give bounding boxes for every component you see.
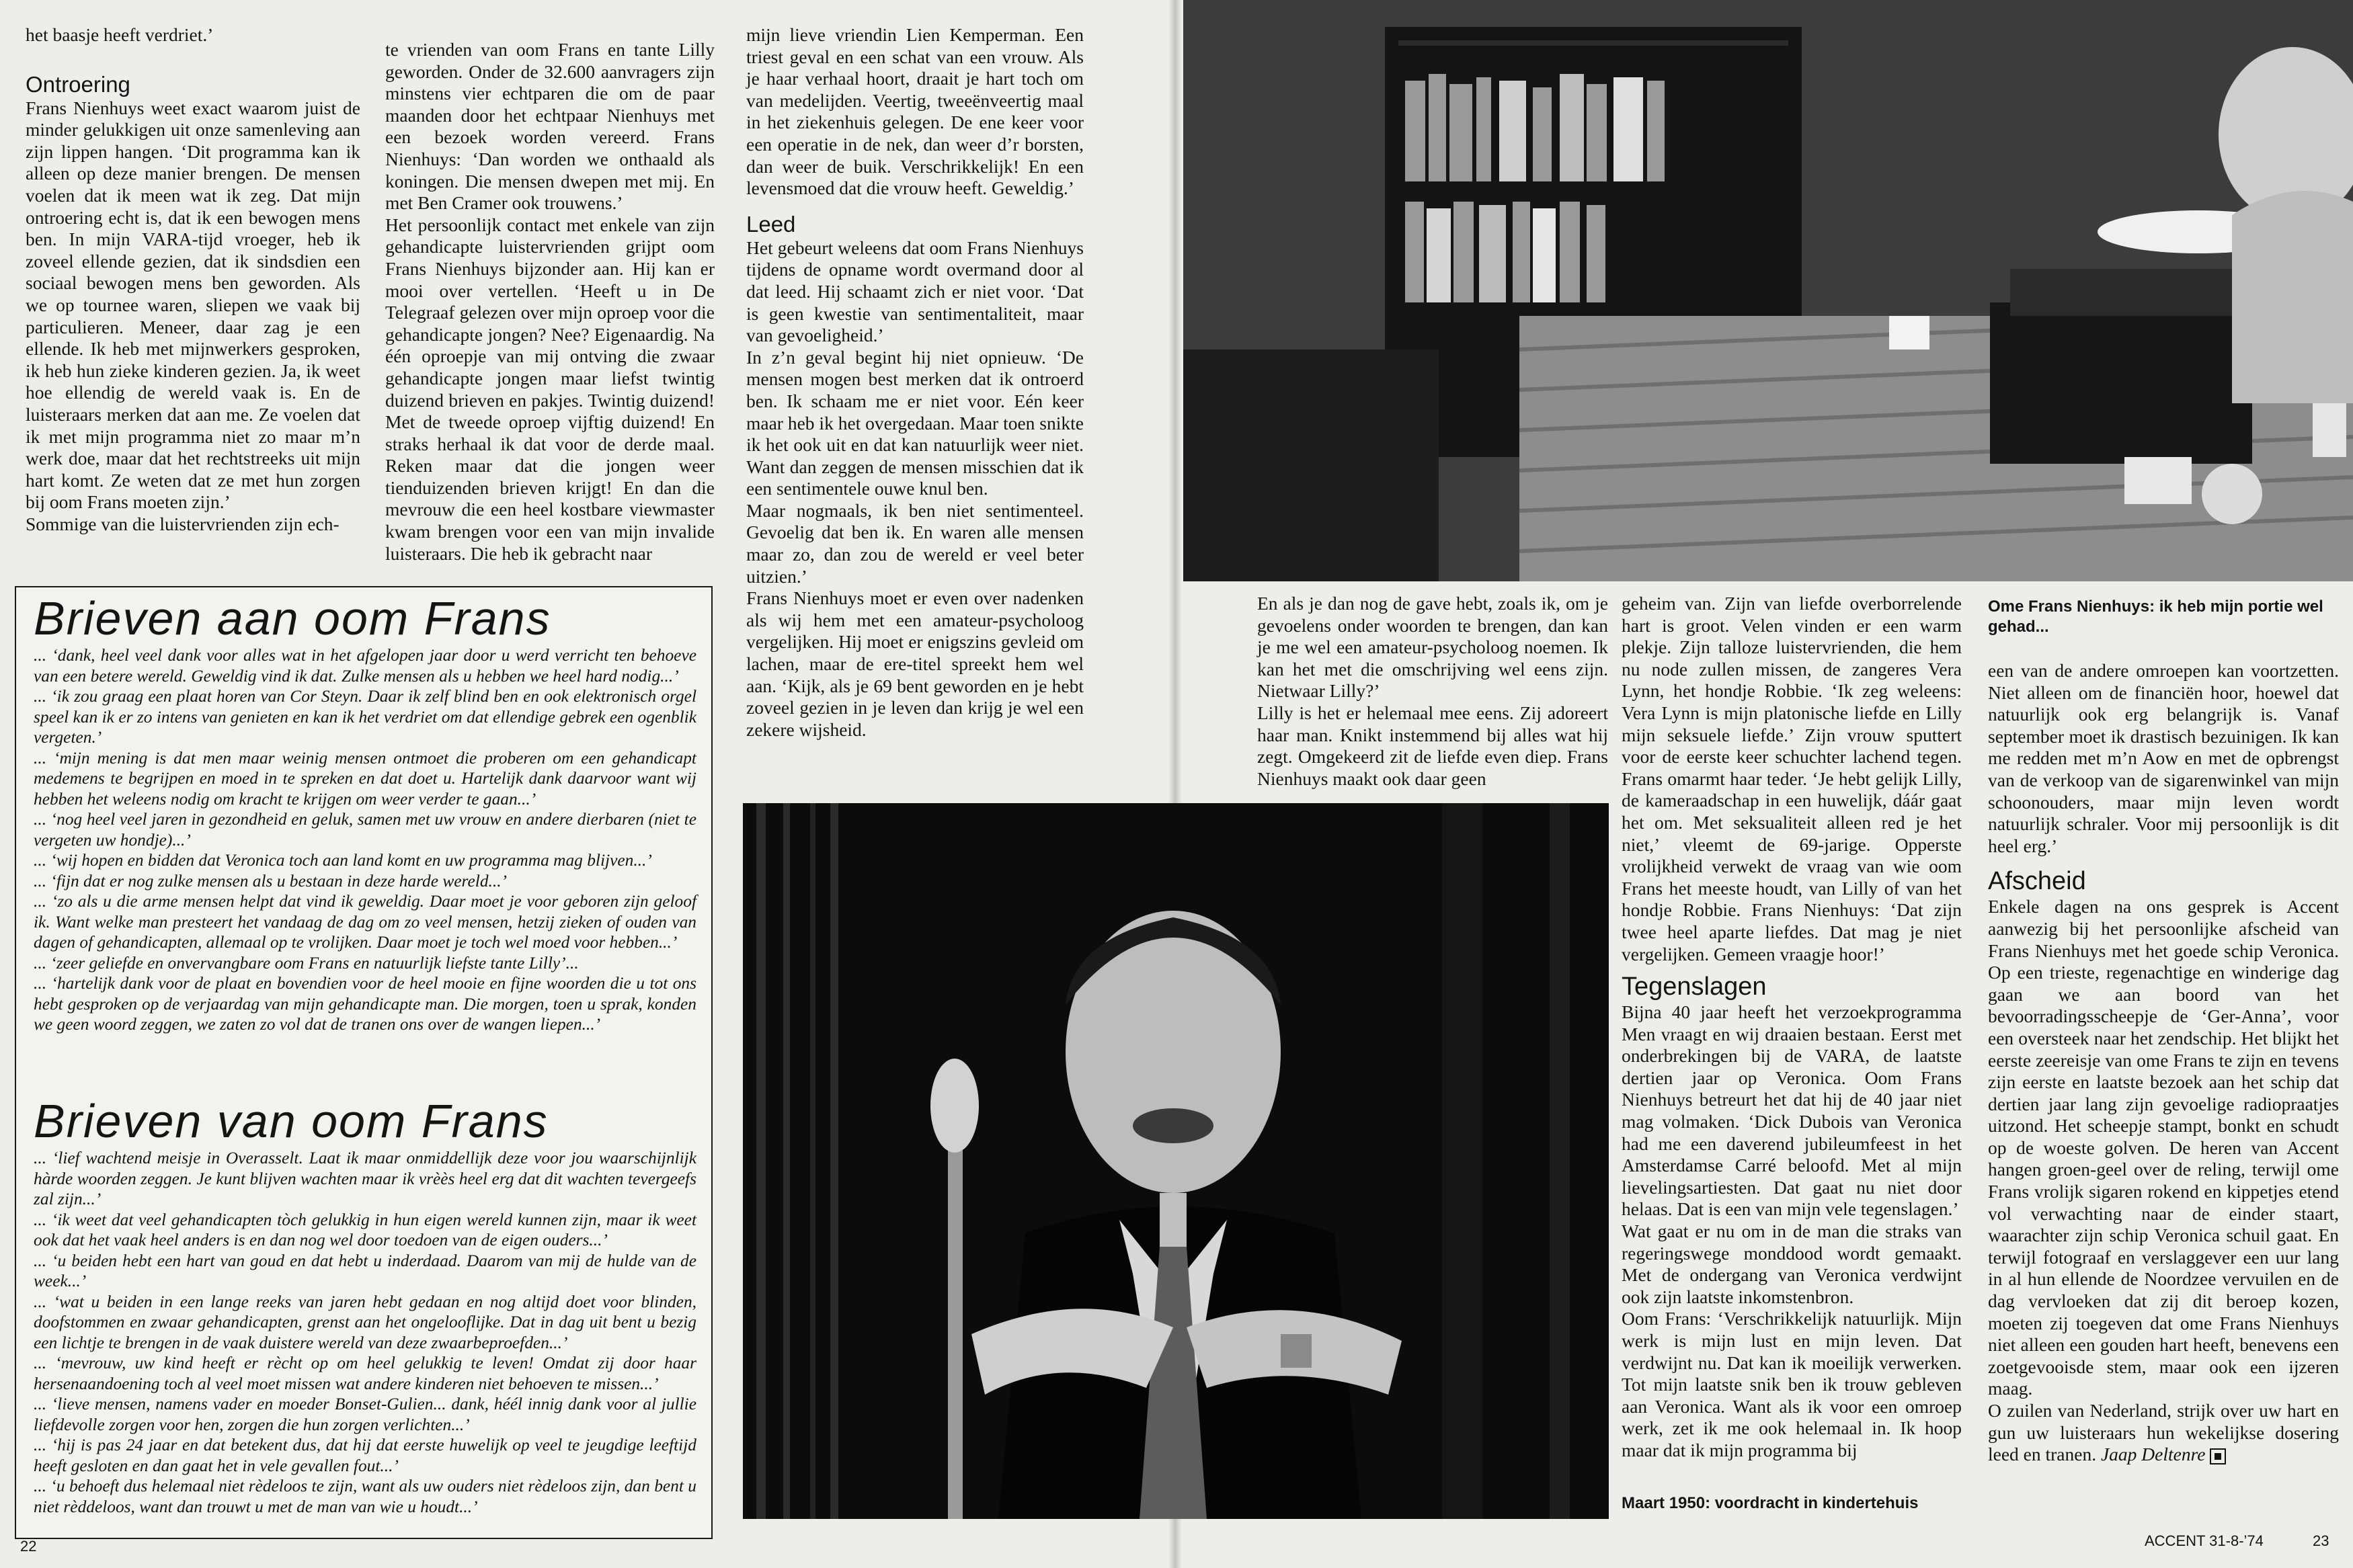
column-1-lead: het baasje heeft verdriet.’ — [26, 24, 214, 45]
letter-item: ... ‘ik weet dat veel gehandicapten tòch gelukkig in hun eigen wereld kunnen zijn, maar ik weet ook dat het vaak heel anders is en dan nog wel door toedoen van de eigen ouders...’ — [34, 1210, 696, 1249]
letter-item: ... ‘zo als u die arme mensen helpt dat vind ik geweldig. Daar moet je voor geboren zijn geloof ik. Want welke man presteert het vandaag de dag om zo veel mensen, hetzij zieken of ouden van dagen of gehandicapten, allemaal op te vrolijken. Daar moet je toch wel moed voor hebben...’ — [34, 892, 696, 952]
closing-sentence: O zuilen van Nederland, strijk over uw hart en gun uw luisteraars hun wekelijkse dosering leed en tranen. — [1988, 1400, 2339, 1465]
letter-item: ... ‘zeer geliefde en onvervangbare oom Frans en natuurlijk liefste tante Lilly’... — [34, 953, 579, 973]
photo-microphone-image — [743, 803, 1609, 1519]
column-4 — [1257, 593, 1608, 790]
letter-item: ... ‘dank, heel veel dank voor alles wat in het afgelopen jaar door u werd verricht ten behoeve van een betere wereld. Geweldig vind ik dat. Zulke mensen als u hebben we heel hard nodig...’ — [34, 646, 696, 686]
column-6-para-2: Enkele dagen na ons gesprek is Accent aanwezig bij het persoonlijke afscheid van Frans Nienhuys met het goede schip Veronica. Op een trieste, regenachtige en winderige dag gaan we aan boord van het bevoorradingsscheepje de ‘Ger-Anna’, voor een oversteek naar het zendschip. Het blijkt het eerste zeereisje van ome Frans te zijn en tevens zijn eerste en laatste bezoek aan het schip dat dertien jaar lang zijn gevoelige radiopraatjes uitzond. Het scheepje stampt, bonkt en schudt op de woeste golven. De heren van Accent hangen groen-geel over de reling, terwijl ome Frans vrolijk sigaren rokend en kippetjes etend vol verwachting naar de einder staart, waarachter zijn schip Veronica schuil gaat. En terwijl fotograaf en verslaggever een uur lang in al hun ellende de Noordzee vervuilen en de dag vervloeken dat zij dit beroep kozen, moeten zij toegeven dat ome Frans Nienhuys niet alleen een gouden hart heeft, benevens een zoetgevooisde stem, maar ook een ijzeren maag. — [1988, 896, 2339, 1399]
heading-leed: Leed — [746, 211, 796, 237]
column-2 — [385, 39, 715, 565]
letter-item: ... ‘ik zou graag een plaat horen van Cor Steyn. Daar ik zelf blind ben en ook elektronisch orgel speel kan ik er zo intens van genieten en kan ik het verdriet om dat ellendige gebrek een ogenblik vergeten.’ — [34, 687, 696, 747]
letter-item: ... ‘u beiden hebt een hart van goud en dat hebt u inderdaad. Daarom van mij de hulde van de week...’ — [34, 1251, 696, 1290]
letters-to-list — [34, 645, 696, 1035]
letters-from-section — [34, 1094, 696, 1517]
photo-1-caption: Ome Frans Nienhuys: ik heb mijn portie wel gehad... — [1988, 597, 2323, 636]
column-5 — [1622, 593, 1962, 1462]
footer-publication: ACCENT 31-8-’74 — [2145, 1532, 2264, 1549]
letter-item: ... ‘hij is pas 24 jaar en dat betekent dus, dat hij dat eerste huwelijk op veel te jeugdige leeftijd heeft gesloten en dan gaat het in vele gevallen fout...’ — [34, 1436, 696, 1475]
heading-ontroering: Ontroering — [26, 71, 130, 97]
column-4-para-1: En als je dan nog de gave hebt, zoals ik, om je gevoelens onder woorden te brengen, dan kan je me wel een amateur-psycholoog noemen. Ik kan het met die omschrijving wel eens zijn. Nietwaar Lilly?’ — [1257, 593, 1608, 702]
letter-item: ... ‘mevrouw, uw kind heeft er rècht op om heel gelukkig te leven! Omdat zij door haar hersenaandoening toch al veel moet missen wat andere kinderen niet behoeven te missen...’ — [34, 1354, 696, 1393]
column-3-para-3: In z’n geval begint hij niet opnieuw. ‘De mensen mogen best merken dat ik ontroerd ben. Ik schaam me er niet voor. Eén keer maar heb ik het overgedaan. Maar toen snikte ik het ook uit en dat kan natuurlijk weer niet. Want dan zeggen de mensen misschien dat ik een sentimentele ouwe knul ben. — [746, 346, 1084, 499]
column-3-para-5: Frans Nienhuys moet er even over nadenken als wij hem met een amateur-psycholoog vergelijken. Hij moet er enigszins gevleid om lachen, maar de ere-titel spreekt hem wel aan. ‘Kijk, als je 69 bent geworden en je hebt zoveel gezien in je leven dan krijg je wel een zekere wijsheid. — [746, 587, 1084, 740]
letter-item: ... ‘wat u beiden in een lange reeks van jaren hebt gedaan en nog altijd doet voor blinden, doofstommen en zwaar gehandicapten, grenst aan het ongelooflijke. Dat in dag uit bent u bezig een lichtje te brengen in de vaak duistere wereld van deze zwaarbeproefden...’ — [34, 1292, 696, 1352]
column-6-para-1: een van de andere omroepen kan voortzetten. Niet alleen om de financiën hoor, hoewel dat natuurlijk ook erg belangrijk is. Vanaf september moet ik drastisch bezuinigen. Ik kan me redden met m’n Aow en met de opbrengst van de verkoop van de sigarenwinkel van mijn schoonouders, maar mijn leven wordt natuurlijk schraler. Voor mij persoonlijk is dit heel erg.’ — [1988, 660, 2339, 856]
letter-item: ... ‘lief wachtend meisje in Overasselt. Laat ik maar onmiddellijk deze voor jou waarschijnlijk hàrde woorden zeggen. Je kunt blijven wachten maar ik vrèès heel erg dat dit wachten tevergeefs zal zijn...’ — [34, 1149, 696, 1208]
heading-tegenslagen: Tegenslagen — [1622, 973, 1767, 1001]
letter-item: ... ‘fijn dat er nog zulke mensen als u bestaan in deze harde wereld...’ — [34, 871, 508, 891]
column-1-para-1: Frans Nienhuys weet exact waarom juist de minder gelukkigen uit onze samenleving aan zijn lippen hangen. ‘Dit programma kan ik alleen op deze manier brengen. De mensen voelen dat ik meen wat ik zeg. Dat mijn ontroering echt is, dat ik een bewogen mens ben. In mijn VARA-tijd vroeger, heb ik zoveel ellende gezien, dat ik sindsdien een sociaal bewogen mens ben geworden. Als we op tournee waren, sliepen we vaak bij particulieren. Meneer, daar zag je een ellende. Ik heb met mijnwerkers gesproken, ik heb hun zieke kinderen gezien. Ja, ik weet hoe ellendig de wereld vaak is. En de luisteraars merken dat aan me. Ze voelen dat ik met mijn programma niet zo maar m’n werk doe, maar dat het rechtstreeks uit mijn hart komt. Ze weten dat ze met hun zorgen bij oom Frans moeten zijn.’ — [26, 97, 360, 513]
letters-from-list — [34, 1148, 696, 1517]
page-number-left: 22 — [20, 1538, 37, 1555]
letter-item: ... ‘wij hopen en bidden dat Veronica toch aan land komt en uw programma mag blijven...’ — [34, 851, 652, 870]
column-1 — [26, 24, 360, 535]
photo-2-caption: Maart 1950: voordracht in kindertehuis — [1622, 1494, 1919, 1512]
page-number-right: 23 — [2313, 1532, 2329, 1549]
column-3-para-4: Maar nogmaals, ik ben niet sentimenteel. Gevoelig dat ben ik. En waren alle mensen maar zo, dan zou de wereld er veel beter uitzien.’ — [746, 499, 1084, 587]
letter-item: ... ‘hartelijk dank voor de plaat en bovendien voor de heel mooie en fijne woorden die u tot ons hebt gesproken op de verjaardag van mijn gehandicapte man. Die morgen, toen u sprak, konden we geen woord zeggen, we zaten zo vol dat de tranen ons over de wangen liepen...’ — [34, 974, 696, 1034]
column-3-para-1: mijn lieve vriendin Lien Kemperman. Een triest geval en een schat van een vrouw. Als je haar verhaal hoort, draait je hart toch om van medelijden. Veertig, tweeënveertig maal in het ziekenhuis gelegen. De ene keer voor een operatie in de nek, dan weer d’r borsten, dan weer de buik. Verschrikkelijk! En een levensmoed dat die vrouw heeft. Geweldig.’ — [746, 24, 1084, 199]
letters-from-title: Brieven van oom Frans — [34, 1095, 549, 1147]
letters-to-section — [34, 591, 696, 1035]
column-2-para-2: Het persoonlijk contact met enkele van zijn gehandicapte luistervrienden grijpt oom Frans Nienhuys bijzonder aan. Hij kan er mooi over vertellen. ‘Heeft u in De Telegraaf gelezen over mijn oproep voor die gehandicapte jongen? Nee? Eigenaardig. Na één oproepje van mij ontving die zwaar gehandicapte jongen maar liefst twintig duizend brieven en pakjes. Twintig duizend! Met de tweede oproep vijftig duizend! En straks herhaal ik dat voor de derde maal. Reken maar dat die jongen weer tienduizenden brieven krijgt! En dan die mevrouw die een heel kostbare viewmaster kwam brengen voor een van mijn invalide luisteraars. Die heb ik gebracht naar — [385, 214, 715, 564]
photo-man-at-microphone — [743, 803, 1609, 1519]
letter-item: ... ‘lieve mensen, namens vader en moeder Bonset-Gulien... dank, héél innig dank voor al jullie liefdevolle zorgen voor hen, zorgen die hun zorgen verlichten...’ — [34, 1395, 696, 1434]
photo-man-at-typewriter — [1183, 0, 2353, 581]
photo-typewriter-image — [1183, 0, 2353, 581]
end-mark-icon — [2210, 1448, 2226, 1464]
column-3 — [746, 24, 1084, 741]
column-6 — [1988, 660, 2339, 1466]
column-2-para-1: te vrienden van oom Frans en tante Lilly geworden. Onder de 32.600 aanvragers zijn minstens vier echtparen die om de paar maanden door het echtpaar Nienhuys met een bezoek worden vereerd. Frans Nienhuys: ‘Dan worden we onthaald als koningen. Die mensen dwepen met mij. En met Ben Cramer ook trouwens.’ — [385, 39, 715, 214]
column-5-para-1: geheim van. Zijn van liefde overborrelende hart is groot. Velen vinden er een warm plekje. Zijn talloze luistervrienden, die hem nu node zullen missen, de zangeres Vera Lynn, het hondje Robbie. ‘Ik zeg weleens: Vera Lynn is mijn platonische liefde en Lilly mijn seksuele liefde.’ Zijn vrouw sputtert voor de eerste keer schuchter lachend tegen. Frans omarmt haar teder. ‘Je hebt gelijk Lilly, de kameraadschap in een huwelijk, dáár gaat het om. Met seksualiteit alleen red je het niet,’ vleemt de 69-jarige. Opperste vrolijkheid verwekt de vraag van wie oom Frans het meeste houdt, van Lilly of van het hondje Robbie. Frans Nienhuys: ‘Dat zijn twee heel aparte liefdes. Dat mag je niet vergelijken. Gemeen vraagje hoor!’ — [1622, 593, 1962, 964]
column-4-para-2: Lilly is het er helemaal mee eens. Zij adoreert haar man. Knikt instemmend bij alles wat hij zegt. Omgekeerd zit de liefde even diep. Frans Nienhuys maakt ook daar geen — [1257, 702, 1608, 789]
letters-box — [15, 586, 713, 1539]
column-1-para-2: Sommige van die luistervrienden zijn ech- — [26, 513, 340, 534]
heading-afscheid: Afscheid — [1988, 867, 2086, 896]
column-3-para-2: Het gebeurt weleens dat oom Frans Nienhuys tijdens de opname wordt overmand door al dat leed. Hij schaamt zich er niet voor. ‘Dat is geen kwestie van sentimentaliteit, maar van gevoeligheid.’ — [746, 237, 1084, 346]
column-5-para-4: Oom Frans: ‘Verschrikkelijk natuurlijk. Mijn werk is mijn lust en mijn leven. Dat verdwijnt nu. Dat kan ik moeilijk verwerken. Tot mijn laatste snik ben ik trouw gebleven aan Veronica. Want als ik voor een omroep werk, zet ik me ook helemaal in. Ik hoop maar dat ik mijn programma bij — [1622, 1308, 1962, 1460]
letters-to-title: Brieven aan oom Frans — [34, 592, 551, 645]
letter-item: ... ‘nog heel veel jaren in gezondheid en geluk, samen met uw vrouw en andere dierbaren (niet te vergeten uw hondje)...’ — [34, 810, 696, 850]
column-5-para-3: Wat gaat er nu om in de man die straks van regeringswege monddood wordt gemaakt. Met de ondergang van Veronica verdwijnt ook zijn laatste inkomstenbron. — [1622, 1221, 1962, 1307]
author-signature: Jaap Deltenre — [2100, 1444, 2206, 1465]
letter-item: ... ‘u behoeft dus helemaal niet rèdeloos te zijn, want als uw ouders niet rèdeloos zijn, dan bent u niet rèddeloos, want dan trouwt u met de man van wie u houdt...’ — [34, 1477, 696, 1516]
column-6-para-3 — [1988, 1400, 2339, 1466]
column-5-para-2: Bijna 40 jaar heeft het verzoekprogramma Men vraagt en wij draaien bestaan. Eerst met onderbrekingen bij de VARA, de laatste dertien jaar op Veronica. Oom Frans Nienhuys betreurt het dat hij de 40 jaar niet mag volmaken. ‘Dick Dubois van Veronica had me een daverend jubileumfeest in het Amsterdamse Carré beloofd. Met al mijn lievelingsartiesten. Dat gaat nu niet door helaas. Dat is een van mijn vele tegenslagen.’ — [1622, 1001, 1962, 1220]
letter-item: ... ‘mijn mening is dat men maar weinig mensen ontmoet die proberen om een gehandicapt medemens te begrijpen en moed in te spreken en dat doet u. Hartelijk dank daarvoor want wij hebben het weleens nodig om kracht te krijgen om weer verder te gaan...’ — [34, 748, 696, 809]
